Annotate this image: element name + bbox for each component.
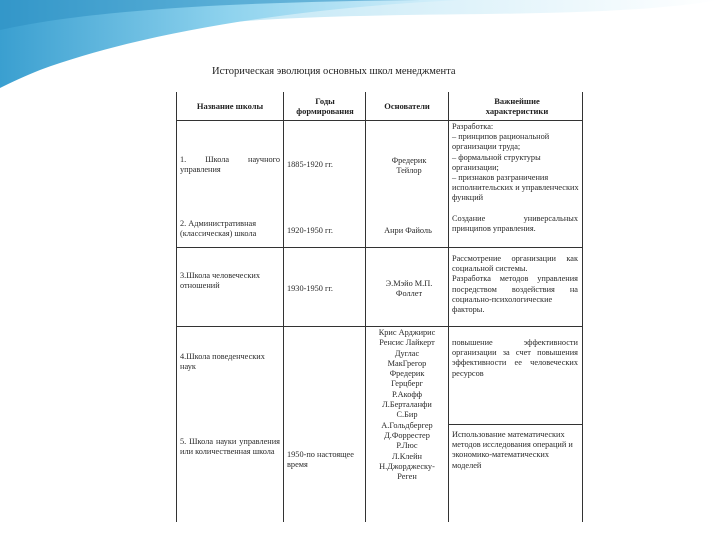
- row3-years: 1930-1950 гг.: [287, 284, 333, 293]
- founder-name: А.Гольдбергер: [381, 420, 433, 430]
- founder-name: Герцберг: [391, 379, 423, 389]
- header-divider: [176, 120, 583, 121]
- founder-name: Л.Клейн: [392, 451, 422, 461]
- row5-features: Использование математических методов исследования операций и экономико-математических моделей: [452, 430, 573, 470]
- row-divider-1: [176, 247, 583, 248]
- row2-founders: Анри Файоль: [384, 226, 432, 235]
- row2-features: Создание универсальных принципов управления.: [452, 214, 578, 234]
- column-divider-2: [365, 92, 366, 522]
- row-divider-3: [448, 424, 582, 425]
- founder-name: Ренсис Лайкерт: [379, 338, 435, 348]
- header-features: Важнейшие характеристики: [485, 96, 549, 116]
- decorative-header-swoosh: [0, 0, 720, 110]
- founder-name: Д.Форрестер: [384, 430, 430, 440]
- row-divider-2: [176, 326, 583, 327]
- founder-name: Дуглас: [394, 348, 420, 358]
- row5-school: 5. Школа науки управления или количественная школа: [180, 437, 280, 457]
- founder-name: Фредерик: [389, 369, 425, 379]
- row1-founders: Фредерик Тейлор: [391, 156, 427, 176]
- header-founders: Основатели: [384, 101, 430, 111]
- founder-name: Р.Акофф: [391, 389, 423, 399]
- header-school: Название школы: [196, 101, 264, 111]
- row3-feature-line: Разработка методов управления посредством воздействия на социально-психологические факторы.: [452, 274, 578, 315]
- row2-school: 2. Административная (классическая) школа: [180, 219, 257, 239]
- row5-years: 1950-по настоящее время: [287, 450, 354, 470]
- row1-feature-line: Разработка:: [452, 122, 494, 131]
- column-divider-3: [448, 92, 449, 522]
- row2-years: 1920-1950 гг.: [287, 226, 333, 235]
- founder-name: Р.Люс: [396, 441, 418, 451]
- founder-name: С.Бир: [396, 410, 418, 420]
- column-divider-1: [283, 92, 284, 522]
- founder-name: Н.Джорджеску-: [379, 461, 435, 471]
- table-border-left: [176, 92, 177, 522]
- document-title: Историческая эволюция основных школ менеджмента: [212, 66, 456, 77]
- row3-school: 3.Школа человеческих отношений: [180, 271, 260, 291]
- row3-features: [452, 254, 578, 315]
- founder-name: МакГрегор: [387, 358, 427, 368]
- founder-name: Л.Берталанфи: [382, 400, 432, 410]
- founder-name: Крис Арджирис: [378, 328, 436, 337]
- row1-features: [452, 122, 580, 204]
- table-border-right: [582, 92, 583, 522]
- row4-features: повышение эффективности организации за счет повышения эффективности ее человеческих ресурсов: [452, 338, 578, 378]
- row1-years: 1885-1920 гг.: [287, 160, 333, 169]
- row1-school: 1. Школа научного управления: [180, 155, 280, 175]
- founder-name: Реген: [397, 472, 417, 482]
- row3-feature-line: Рассмотрение организации как социальной системы.: [452, 254, 578, 274]
- row3-founders: Э.Мэйо М.П. Фоллет: [385, 279, 433, 299]
- row1-feature-line: – принципов рациональной организации труда;: [452, 132, 550, 152]
- header-years: Годы формирования: [296, 96, 354, 116]
- row4-school: 4.Школа поведенческих наук: [180, 352, 265, 372]
- row1-feature-line: – признаков разграничения исполнительских и управленческих функций: [452, 173, 579, 203]
- row1-feature-line: – формальной структуры организации;: [452, 152, 541, 172]
- behavioral-quantitative-founders: [367, 328, 447, 482]
